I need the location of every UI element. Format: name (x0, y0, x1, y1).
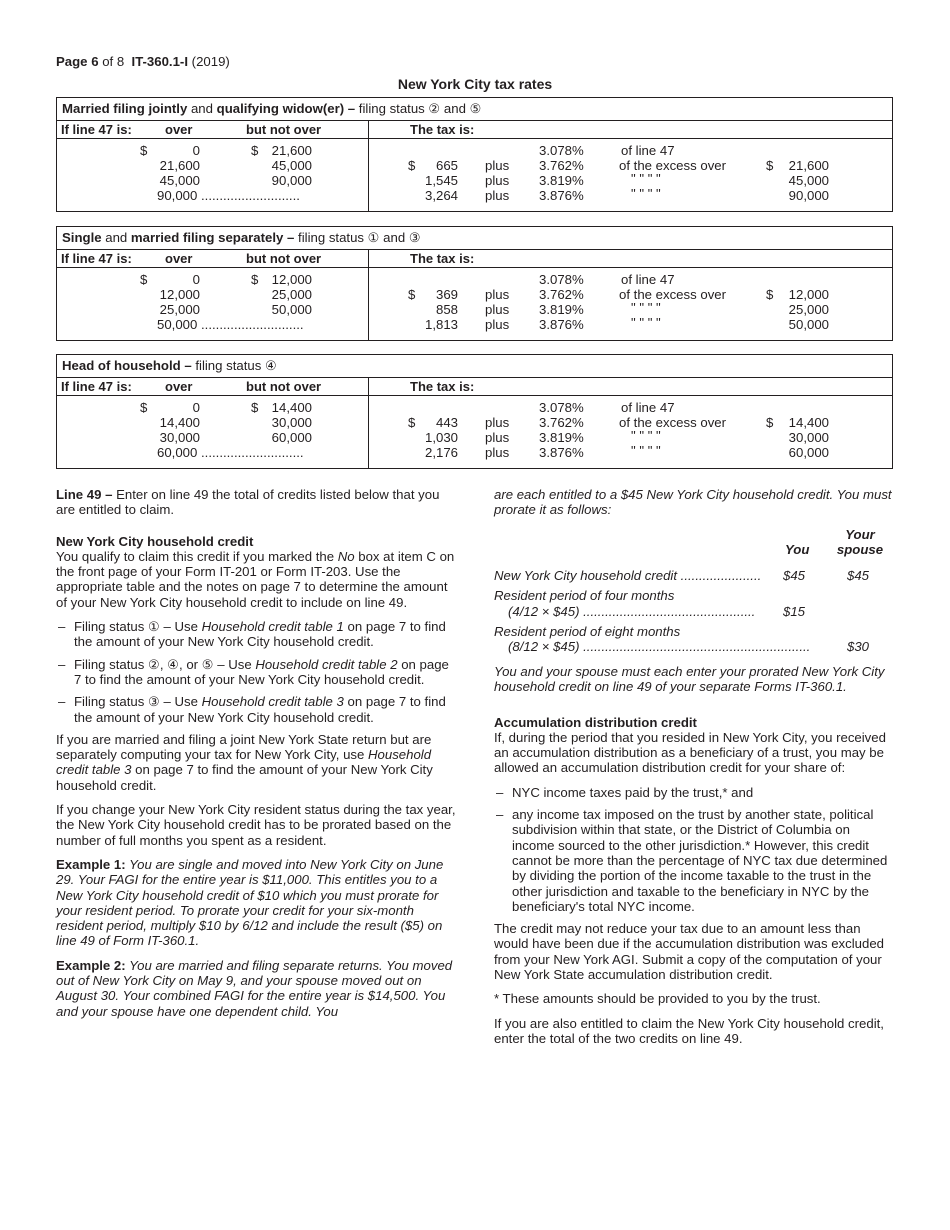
col-spouse-2: spouse (836, 542, 884, 557)
row-ditto: " " " " (631, 171, 661, 186)
example-2-label: Example 2: (56, 957, 126, 973)
fs1-text: Filing status ① – Use (74, 619, 202, 635)
row-plus: plus (485, 430, 510, 445)
accumulation-item-1 (494, 785, 894, 800)
dollar-sign: $ (408, 415, 416, 430)
row-excess-over: 45,000 (788, 173, 829, 188)
caption-bold: Single (62, 230, 102, 245)
form-id: IT-360.1-I (131, 54, 188, 69)
row-excess-over: 90,000 (788, 188, 829, 203)
joint-return-paragraph (56, 732, 456, 793)
row2-label: Resident period of four months (494, 588, 675, 603)
right-column-lower (494, 664, 894, 1055)
table-caption (57, 355, 892, 378)
left-column (56, 487, 456, 1028)
row-rate: 3.762% (539, 415, 584, 430)
col-you: You (785, 542, 810, 557)
example-1-label: Example 1: (56, 856, 126, 872)
acc-b2-text: any income tax imposed on the trust by another state, political subdivision within that state, or the District of Columbia on income sourced to the other jurisdiction.* However, this credit cannot be more than the percentage of NYC tax due determined by dividing the portion of the income taxable to the trust in the other jurisdiction and taxable to the beneficiary in NYC by the beneficiary's total NYC income. (512, 807, 888, 914)
caption-mid: and (101, 230, 131, 245)
filing-status-2-item (56, 657, 456, 688)
dollar-sign: $ (408, 158, 416, 173)
dollar-sign: $ (251, 143, 259, 158)
fs3-text-2: on page 7 to find the amount of your New York City household credit. (74, 694, 446, 725)
row-ditto: " " " " (631, 428, 661, 443)
row-base-tax: 2,176 (424, 445, 458, 460)
header-tax-is: The tax is: (410, 379, 475, 394)
row-rate: 3.819% (539, 173, 584, 188)
header-over: over (165, 122, 193, 137)
line-49-text: Enter on line 49 the total of credits listed below that you are entitled to claim. (56, 487, 440, 518)
row-over: 0 (192, 272, 200, 287)
row-rate: 3.876% (539, 445, 584, 460)
header-but-not-over: but not over (246, 379, 322, 394)
row-excess-over: 30,000 (788, 430, 829, 445)
row2-sub: (4/12 × $45) ............................................... (508, 604, 756, 619)
example-2 (56, 958, 456, 1019)
row-rate: 3.078% (539, 400, 584, 415)
row-description: of line 47 (621, 400, 675, 415)
row-but-not-over: 30,000 (271, 415, 312, 430)
fs1-text-2: on page 7 to find the amount of your New York City household credit. (74, 619, 446, 650)
table-body (57, 396, 892, 468)
joint-text-2: on page 7 to find the amount of your New York City household credit. (56, 762, 433, 793)
table-column-headers (57, 378, 892, 396)
row-base-tax: 369 (435, 287, 458, 302)
right-column (494, 487, 894, 527)
row-excess-over: 14,400 (788, 415, 829, 430)
row-over: 90,000 ........................... (157, 188, 300, 203)
dollar-sign: $ (766, 415, 774, 430)
row-base-tax: 858 (435, 302, 458, 317)
row-ditto: " " " " (631, 443, 661, 458)
qualify-no: No (337, 548, 355, 564)
row-excess-over: 12,000 (788, 287, 829, 302)
page-header (56, 54, 230, 69)
row-but-not-over: 90,000 (271, 173, 312, 188)
dollar-sign: $ (766, 158, 774, 173)
line-49-label: Line 49 – (56, 487, 113, 502)
dollar-sign: $ (140, 400, 148, 415)
household-credit-heading: New York City household credit (56, 533, 254, 549)
footnote: * These amounts should be provided to you by the trust. (494, 991, 821, 1007)
row-base-tax: 3,264 (424, 188, 458, 203)
row-but-not-over: 25,000 (271, 287, 312, 302)
row-rate: 3.876% (539, 188, 584, 203)
acc-b1-text: NYC income taxes paid by the trust,* and (512, 784, 754, 800)
table-caption (57, 98, 892, 121)
row-rate: 3.819% (539, 302, 584, 317)
row-rate: 3.876% (539, 317, 584, 332)
row-over: 21,600 (159, 158, 200, 173)
row-rate: 3.078% (539, 272, 584, 287)
accumulation-item-2 (494, 807, 894, 914)
row-base-tax: 1,813 (424, 317, 458, 332)
caption-mid: and (187, 101, 217, 116)
qualify-text: You qualify to claim this credit if you marked the (56, 548, 338, 564)
row-plus: plus (485, 173, 510, 188)
row-plus: plus (485, 302, 510, 317)
tax-table-head-of-household (56, 354, 893, 469)
row-but-not-over: 45,000 (271, 158, 312, 173)
row1-you: $45 (783, 568, 806, 583)
fs1-table: Household credit table 1 (201, 619, 344, 635)
dash-bullet: – (58, 656, 66, 672)
fs3-text: Filing status ③ – Use (74, 694, 202, 710)
caption-bold: Married filing jointly (62, 101, 188, 116)
row-but-not-over: 14,400 (271, 400, 312, 415)
header-if-line: If line 47 is: (61, 122, 132, 137)
caption-bold-2: married filing separately – (130, 230, 295, 245)
row-over: 25,000 (159, 302, 200, 317)
fs2-text: Filing status ②, ④, or ⑤ – Use (74, 656, 256, 672)
tax-table-joint (56, 97, 893, 212)
row-excess-over: 60,000 (788, 445, 829, 460)
page-number: 6 (91, 54, 99, 69)
filing-status-1-item (56, 619, 456, 650)
table-body (57, 139, 892, 211)
row-excess-over: 50,000 (788, 317, 829, 332)
fs2-text-2: on page 7 to find the amount of your New York City household credit. (74, 656, 449, 687)
dash-bullet: – (58, 619, 66, 635)
row-over: 30,000 (159, 430, 200, 445)
table-caption (57, 227, 892, 250)
row-but-not-over: 21,600 (271, 143, 312, 158)
row-base-tax: 1,545 (424, 173, 458, 188)
row-rate: 3.762% (539, 158, 584, 173)
page-title: New York City tax rates (397, 76, 553, 92)
qualify-paragraph (56, 549, 456, 610)
dollar-sign: $ (140, 272, 148, 287)
also-entitled: If you are also entitled to claim the New York City household credit, enter the total of the two credits on line 49. (494, 1015, 884, 1046)
caption-rest: filing status ① and ③ (294, 230, 421, 245)
row-ditto: " " " " (631, 315, 661, 330)
example-1-text: You are single and moved into New York City on June 29. Your FAGI for the entire year is $11,000. This entitles you to a New York City household credit of $10 which you must prorate for your resident period. To prorate your credit for your six-month resident period, multiply $10 by 6/12 and include the result ($5) on line 49 of Form IT-360.1. (56, 856, 444, 949)
row-plus: plus (485, 158, 510, 173)
row-plus: plus (485, 188, 510, 203)
header-if-line: If line 47 is: (61, 251, 132, 266)
accumulation-limit: The credit may not reduce your tax due to an amount less than would have been due if the accumulation distribution was excluded from your New York AGI. Submit a copy of the computation of your New York State accumulation distribution credit. (494, 921, 885, 983)
dash-bullet: – (496, 807, 504, 823)
row-plus: plus (485, 287, 510, 302)
dash-bullet: – (58, 694, 66, 710)
row-rate: 3.819% (539, 430, 584, 445)
row-over: 0 (192, 400, 200, 415)
tax-table-single (56, 226, 893, 341)
row2-you: $15 (783, 604, 806, 619)
dollar-sign: $ (140, 143, 148, 158)
table-column-headers (57, 250, 892, 268)
row-base-tax: 443 (435, 415, 458, 430)
header-over: over (165, 379, 193, 394)
header-over: over (165, 251, 193, 266)
row-ditto: " " " " (631, 300, 661, 315)
row-rate: 3.762% (539, 287, 584, 302)
row3-label: Resident period of eight months (494, 624, 681, 639)
row3-sub: (8/12 × $45) .............................................................. (508, 639, 811, 654)
row-plus: plus (485, 415, 510, 430)
table-body (57, 268, 892, 340)
row-rate: 3.078% (539, 143, 584, 158)
dollar-sign: $ (766, 287, 774, 302)
row-base-tax: 665 (435, 158, 458, 173)
col-spouse-1: Your (845, 527, 875, 542)
row3-spouse: $30 (847, 639, 870, 654)
row-but-not-over: 12,000 (271, 272, 312, 287)
row-description: of the excess over (619, 415, 727, 430)
header-tax-is: The tax is: (410, 122, 475, 137)
row-but-not-over: 60,000 (271, 430, 312, 445)
row-over: 14,400 (159, 415, 200, 430)
resident-change-paragraph: If you change your New York City resident status during the tax year, the New York City household credit has to be prorated based on the number of full months you spent as a resident. (56, 802, 456, 848)
dollar-sign: $ (408, 287, 416, 302)
row1-spouse: $45 (847, 568, 870, 583)
form-year: (2019) (191, 54, 230, 69)
joint-text: If you are married and filing a joint New York State return but are separately computing your tax for New York City, use (56, 731, 432, 763)
row-over: 60,000 ............................ (157, 445, 304, 460)
joint-table: Household credit table 3 (56, 747, 432, 778)
row-over: 0 (192, 143, 200, 158)
row-excess-over: 25,000 (788, 302, 829, 317)
row-ditto: " " " " (631, 186, 661, 201)
header-but-not-over: but not over (246, 122, 322, 137)
accumulation-heading: Accumulation distribution credit (494, 714, 697, 730)
caption-rest: filing status ④ (191, 358, 277, 373)
row-plus: plus (485, 445, 510, 460)
row-description: of the excess over (619, 287, 727, 302)
page-of-label: of 8 (102, 54, 125, 69)
row-but-not-over: 50,000 (271, 302, 312, 317)
header-if-line: If line 47 is: (61, 379, 132, 394)
row-excess-over: 21,600 (788, 158, 829, 173)
example-2-text: You are married and filing separate returns. You moved out of New York City on May 9, and your spouse moved out on August 30. Your combined FAGI for the entire year is $14,500. You and your spouse have one dependent child. You (56, 957, 453, 1019)
example-1 (56, 857, 456, 949)
dash-bullet: – (496, 784, 504, 800)
row1-label: New York City household credit ...................... (494, 568, 762, 583)
example-2-continued: are each entitled to a $45 New York City household credit. You must prorate it as follows: (494, 487, 892, 518)
header-but-not-over: but not over (246, 251, 322, 266)
caption-bold-2: qualifying widow(er) – (216, 101, 356, 116)
caption-bold: Head of household – (62, 358, 192, 373)
accumulation-intro: If, during the period that you resided in New York City, you received an accumulation distribution as a beneficiary of a trust, you may be allowed an accumulation distribution credit for your share of: (494, 729, 886, 776)
row-over: 45,000 (159, 173, 200, 188)
fs2-table: Household credit table 2 (255, 656, 398, 672)
header-tax-is: The tax is: (410, 251, 475, 266)
line-49-instructions (56, 487, 456, 518)
dollar-sign: $ (251, 272, 259, 287)
qualify-text-2: box at item C on the front page of your Form IT-201 or Form IT-203. Use the appropriate table and the notes on page 7 to determine the amount of your New York City household credit to include on line 49. (56, 548, 455, 610)
row-description: of line 47 (621, 272, 675, 287)
row-over: 12,000 (159, 287, 200, 302)
prorate-note: You and your spouse must each enter your prorated New York City household credit on line 49 of your separate Forms IT-360.1. (494, 664, 885, 695)
table-column-headers (57, 121, 892, 139)
page-label: Page (56, 54, 88, 69)
row-description: of line 47 (621, 143, 675, 158)
filing-status-3-item (56, 694, 456, 725)
dollar-sign: $ (251, 400, 259, 415)
row-description: of the excess over (619, 158, 727, 173)
row-base-tax: 1,030 (424, 430, 458, 445)
row-over: 50,000 ............................ (157, 317, 304, 332)
fs3-table: Household credit table 3 (201, 694, 344, 710)
row-plus: plus (485, 317, 510, 332)
caption-rest: filing status ② and ⑤ (355, 101, 482, 116)
